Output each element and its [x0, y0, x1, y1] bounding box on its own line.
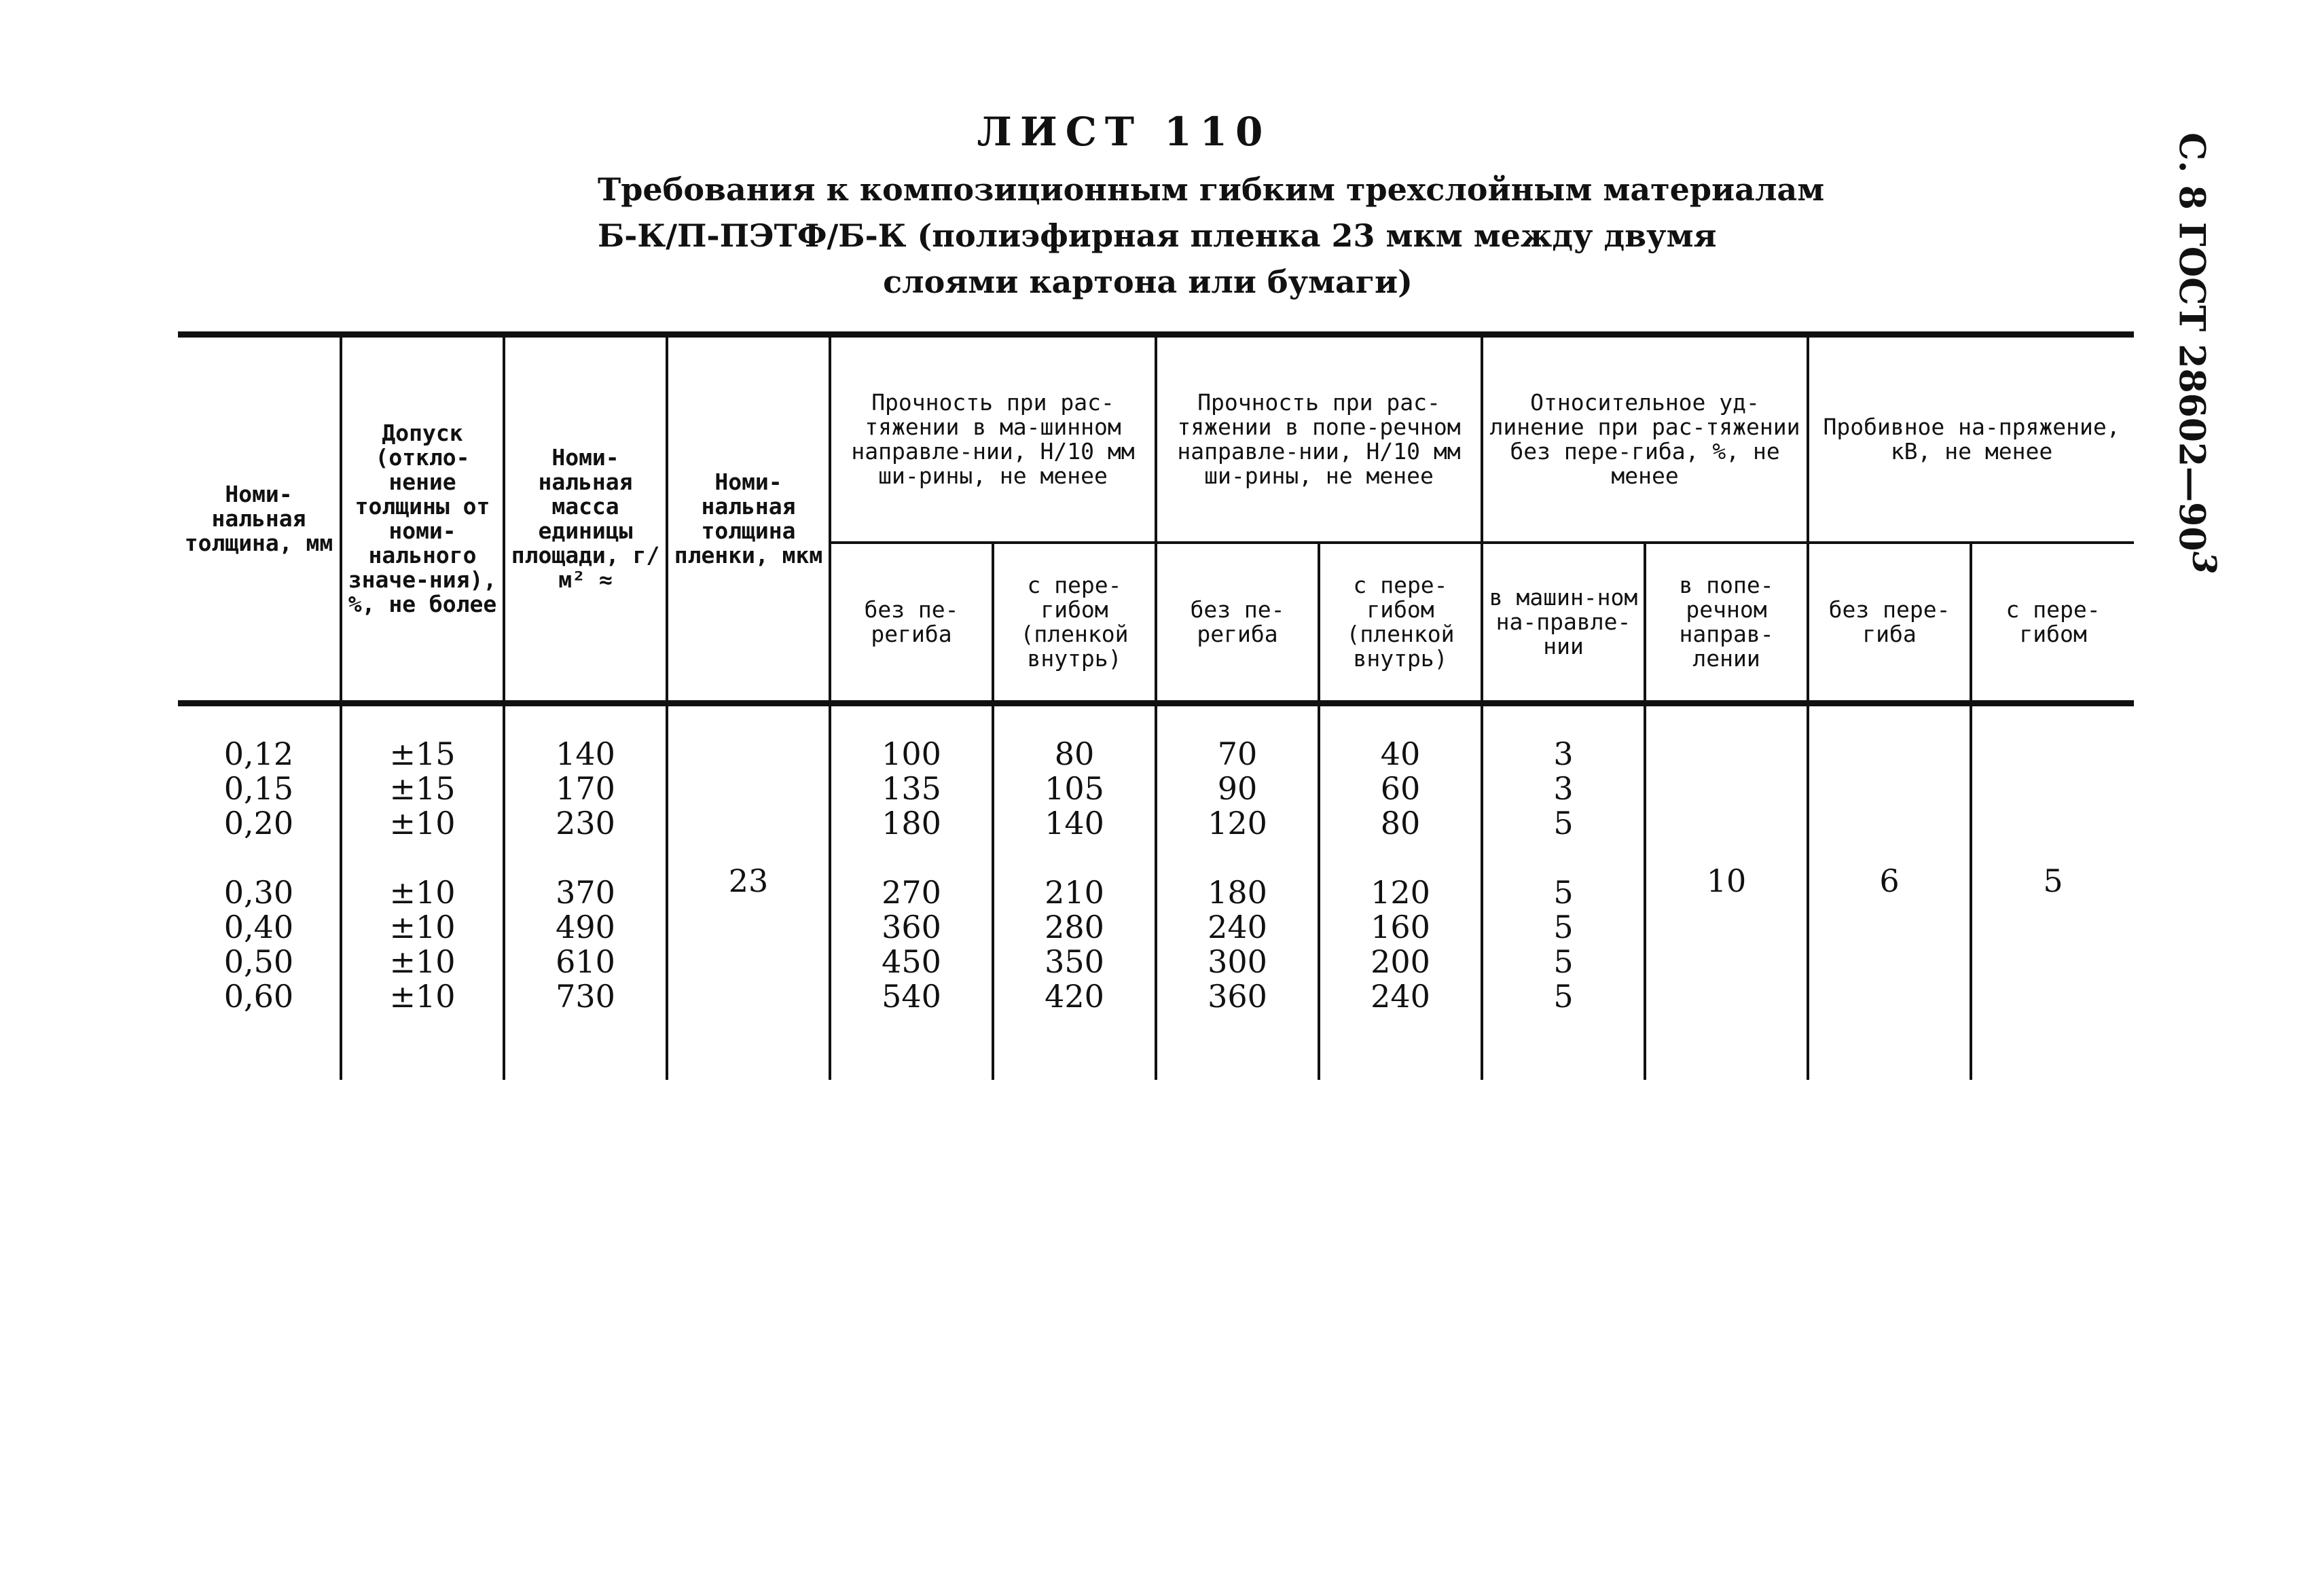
table-cell: 370: [556, 874, 615, 911]
table-cell: 40: [1380, 736, 1421, 772]
table-cell: 0,15: [223, 770, 294, 807]
table-cell: 450: [882, 943, 941, 980]
table-cell: ±10: [389, 874, 456, 911]
header-tensile-md: Прочность при рас-тяжении в ма-шинном направле-нии, Н/10 мм ши-рины, не менее: [830, 335, 1156, 543]
subtitle-line: Требования к композиционным гибким трехслойным материалам: [598, 171, 1825, 208]
table-cell: 0,30: [223, 874, 294, 911]
standard-page-header-text: С. 8 ГОСТ 28602—90: [2171, 132, 2213, 551]
subtitle-line: Б-К/П-ПЭТФ/Б-К (полиэфирная пленка 23 мкм между двумя: [598, 217, 1717, 254]
table-cell: 5: [1553, 874, 1574, 911]
standard-page-header: [2171, 132, 2231, 574]
table-cell: 120: [1208, 805, 1267, 841]
table-cell: 210: [1045, 874, 1104, 911]
table-cell: ±15: [389, 736, 456, 772]
table-cell: 100: [882, 736, 941, 772]
col-elongation-cd: 10: [1645, 704, 1808, 1081]
col-tensile-cd-no-fold: [1156, 704, 1319, 1081]
table-cell: 80: [1054, 736, 1095, 772]
table-cell: 60: [1380, 770, 1421, 807]
table-cell: 240: [1208, 909, 1267, 945]
col-tensile-md-fold: [993, 704, 1156, 1081]
table-cell: 200: [1371, 943, 1430, 980]
header-breakdown-voltage: Пробивное на-пряжение, кВ, не менее: [1808, 335, 2134, 543]
table-cell: 300: [1208, 943, 1267, 980]
table-cell: 360: [882, 909, 941, 945]
table-cell: 120: [1371, 874, 1430, 911]
table-cell: 90: [1217, 770, 1258, 807]
subheader-cd-fold: с пере-гибом (пленкой внутрь): [1319, 543, 1482, 704]
table-cell: 5: [1553, 943, 1574, 980]
table-cell: 170: [556, 770, 615, 807]
requirements-table: [178, 331, 2134, 1080]
table-cell: 350: [1045, 943, 1104, 980]
col-thickness: [178, 704, 341, 1081]
table-cell: 105: [1045, 770, 1104, 807]
table-cell: 240: [1371, 978, 1430, 1015]
table-cell: 3: [1553, 770, 1574, 807]
table-cell: 180: [882, 805, 941, 841]
table-cell: 0,60: [223, 978, 294, 1015]
table-cell: 360: [1208, 978, 1267, 1015]
table-cell: 0,12: [223, 736, 294, 772]
table-cell: 420: [1045, 978, 1104, 1015]
header-elongation: Относительное уд-линение при рас-тяжении без пере-гиба, %, не менее: [1482, 335, 1808, 543]
subheader-md-no-fold: без пе-региба: [830, 543, 993, 704]
subheader-breakdown-no-fold: без пере-гиба: [1808, 543, 1971, 704]
table-cell: ±10: [389, 909, 456, 945]
table-cell: 80: [1380, 805, 1421, 841]
table-cell: 5: [1553, 805, 1574, 841]
table-cell: 270: [882, 874, 941, 911]
sheet-subtitle: [598, 166, 1825, 305]
header-tolerance: Допуск (откло-нение толщины от номи-нального значе-ния), %, не более: [341, 335, 504, 704]
table-cell: 0,50: [223, 943, 294, 980]
subtitle-line: слоями картона или бумаги): [883, 264, 1413, 300]
header-tensile-cd: Прочность при рас-тяжении в попе-речном направле-нии, Н/10 мм ши-рины, не менее: [1156, 335, 1482, 543]
col-breakdown-fold: 5: [1971, 704, 2134, 1081]
header-nominal-thickness: Номи-нальная толщина, мм: [178, 335, 341, 704]
subheader-elongation-md: в машин-ном на-правле-нии: [1482, 543, 1645, 704]
table-cell: ±10: [389, 805, 456, 841]
subheader-md-fold: с пере-гибом (пленкой внутрь): [993, 543, 1156, 704]
sheet-title: ЛИСТ 110: [977, 109, 1271, 155]
col-mass: [504, 704, 667, 1081]
subheader-cd-no-fold: без пе-региба: [1156, 543, 1319, 704]
table-cell: 5: [1553, 978, 1574, 1015]
table-cell: 280: [1045, 909, 1104, 945]
amendment-mark: 3: [2185, 551, 2223, 574]
table-cell: ±15: [389, 770, 456, 807]
table-cell: 160: [1371, 909, 1430, 945]
table-cell: 140: [1045, 805, 1104, 841]
header-nominal-mass: Номи-нальная масса единицы площади, г/м² ≈: [504, 335, 667, 704]
col-tensile-cd-fold: [1319, 704, 1482, 1081]
table-cell: 180: [1208, 874, 1267, 911]
subheader-breakdown-fold: с пере-гибом: [1971, 543, 2134, 704]
col-tolerance: [341, 704, 504, 1081]
table-cell: ±10: [389, 943, 456, 980]
table-cell: 490: [556, 909, 615, 945]
table-cell: 0,40: [223, 909, 294, 945]
col-tensile-md-no-fold: [830, 704, 993, 1081]
table-cell: 610: [556, 943, 615, 980]
table-cell: ±10: [389, 978, 456, 1015]
col-elongation-md: [1482, 704, 1645, 1081]
table-cell: 5: [1553, 909, 1574, 945]
subheader-elongation-cd: в попе-речном направ-лении: [1645, 543, 1808, 704]
table-cell: 730: [556, 978, 615, 1015]
col-film-thickness: 23: [667, 704, 830, 1081]
table-cell: 135: [882, 770, 941, 807]
table-cell: 70: [1217, 736, 1258, 772]
header-film-thickness: Номи-нальная толщина пленки, мкм: [667, 335, 830, 704]
table-cell: 540: [882, 978, 941, 1015]
table-cell: 140: [556, 736, 615, 772]
table-cell: 0,20: [223, 805, 294, 841]
col-breakdown-no-fold: 6: [1808, 704, 1971, 1081]
table-cell: 230: [556, 805, 615, 841]
table-cell: 3: [1553, 736, 1574, 772]
